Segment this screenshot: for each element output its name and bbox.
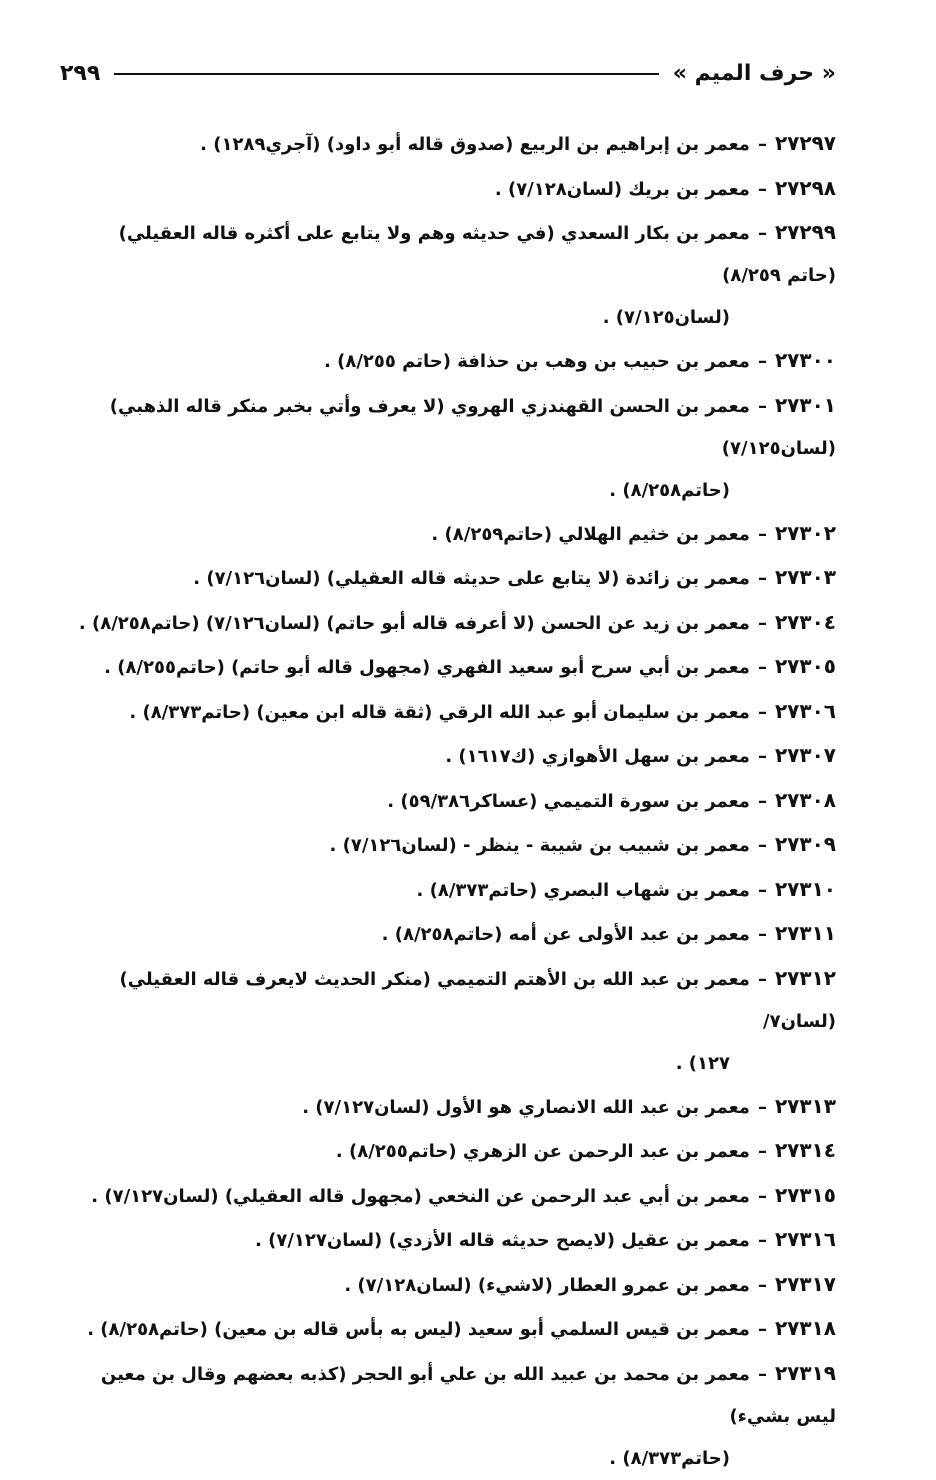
entry-number: ٢٧٣١٢ (774, 965, 836, 990)
entry-dash: – (757, 568, 767, 589)
entry (66, 339, 836, 384)
entry-list (66, 122, 836, 1480)
entry-number: ٢٧٣١٥ (774, 1182, 836, 1207)
entry-dash: – (757, 1096, 767, 1118)
entry-number: ٢٧٣١٦ (774, 1227, 836, 1251)
entry-number: ٢٧٣٠١ (774, 392, 836, 417)
entry (66, 384, 836, 512)
entry-number: ٢٧٣٠٠ (774, 348, 836, 372)
entry-number: ٢٧٢٩٩ (774, 220, 836, 244)
entry (66, 734, 836, 779)
entry-text: معمر بن زائدة (لا يتابع على حديثه قاله العقيلي) (لسان٧/١٢٦) . (193, 568, 750, 589)
entry-dash: – (757, 835, 767, 856)
entry-text: معمر بن إبراهيم بن الربيع (صدوق قاله أبو داود) (آجري١٢٨٩) . (200, 134, 750, 155)
entry-dash: – (757, 1319, 767, 1340)
entry (66, 1263, 836, 1308)
entry-dash: – (757, 223, 767, 244)
entry-text: معمر بن بكار السعدي (في حديثه وهم ولا يتابع على أكثره قاله العقيلي) (حاتم ٨/٢٥٩) (118, 223, 836, 286)
entry-dash: – (757, 701, 767, 723)
entry-number: ٢٧٣١٤ (774, 1138, 836, 1162)
entry-number: ٢٧٣٠٨ (774, 787, 836, 812)
entry-text: معمر بن خثيم الهلالي (حاتم٨/٢٥٩) . (431, 523, 750, 545)
entry-text: معمر بن عبد الرحمن عن الزهري (حاتم٨/٢٥٥) . (335, 1141, 750, 1162)
entry (66, 823, 836, 868)
page-number: ٢٩٩ (60, 61, 101, 86)
entry-continuation: (حاتم٨/٢٥٨) . (609, 479, 730, 501)
entry (66, 601, 836, 646)
entry-number: ٢٧٣٠٣ (774, 565, 836, 589)
entry-text: معمر بن سهل الأهوازي (ك١٦١٧) . (445, 746, 750, 767)
running-header (60, 56, 836, 92)
entry-text: معمر بن حبيب بن وهب بن حذافة (حاتم ٨/٢٥٥) . (323, 351, 750, 372)
entry-number: ٢٧٢٩٧ (774, 131, 836, 155)
entry (66, 779, 836, 824)
entry-number: ٢٧٣١٩ (774, 1360, 836, 1385)
entry-dash: – (757, 178, 767, 200)
entry-text: معمر بن محمد بن عبيد الله بن علي أبو الحجر (كذبه بعضهم وقال بن معين ليس بشيء) (100, 1363, 836, 1427)
entry-dash: – (757, 1274, 767, 1296)
entry (66, 868, 836, 913)
entry (66, 1085, 836, 1130)
entry-number: ٢٧٣١٨ (774, 1316, 836, 1340)
entry (66, 556, 836, 601)
entry-text: معمر بن عمرو العطار (لاشيء) (لسان٧/١٢٨) . (344, 1274, 750, 1296)
entry (66, 690, 836, 735)
entry-number: ٢٧٣٠٢ (774, 520, 836, 545)
entry-number: ٢٧٣١٣ (774, 1093, 836, 1118)
entry-text: معمر بن سليمان أبو عبد الله الرقي (ثقة قاله ابن معين) (حاتم٨/٣٧٣) . (129, 701, 750, 723)
entry-number: ٢٧٣٠٦ (774, 698, 836, 723)
entry-dash: – (757, 924, 767, 945)
entry-number: ٢٧٣٠٩ (774, 832, 836, 856)
entry-text: معمر بن بريك (لسان٧/١٢٨) . (494, 178, 750, 200)
entry-dash: – (757, 1363, 767, 1385)
entry (66, 1129, 836, 1174)
entry-text: معمر بن سورة التميمي (عساكر٥٩/٣٨٦) . (387, 790, 750, 812)
entry (66, 1218, 836, 1263)
entry-dash: – (757, 657, 767, 678)
entry-text: معمر بن زيد عن الحسن (لا أعرفه قاله أبو حاتم) (لسان٧/١٢٦) (حاتم٨/٢٥٨) . (78, 612, 750, 634)
entry-dash: – (757, 351, 767, 372)
entry-text: معمر بن شبيب بن شيبة - ينظر - (لسان٧/١٢٦) . (329, 835, 750, 856)
entry (66, 912, 836, 957)
entry (66, 167, 836, 212)
entry-text: معمر بن عبد الله بن الأهتم التميمي (منكر الحديث لايعرف قاله العقيلي) (لسان٧/ (119, 968, 836, 1032)
entry-text: معمر بن عقيل (لايصح حديثه قاله الأزدي) (لسان٧/١٢٧) . (254, 1230, 750, 1251)
entry-text: معمر بن الحسن القهندزي الهروي (لا يعرف وأتي بخبر منكر قاله الذهبي) (لسان٧/١٢٥) (109, 395, 836, 459)
entry-text: معمر بن أبي سرح أبو سعيد الفهري (مجهول قاله أبو حاتم) (حاتم٨/٢٥٥) . (104, 657, 750, 678)
header-rule (114, 73, 658, 75)
entry-continuation: (حاتم٨/٣٧٣) . (609, 1447, 730, 1469)
entry (66, 211, 836, 339)
entry-dash: – (757, 1230, 767, 1251)
entry-text: معمر بن أبي عبد الرحمن عن النخعي (مجهول قاله العقيلي) (لسان٧/١٢٧) . (91, 1185, 750, 1207)
entry-number: ٢٧٣٠٧ (774, 743, 836, 767)
entry-text: معمر بن عبد الأولى عن أمه (حاتم٨/٢٥٨) . (381, 924, 750, 945)
entry-text: معمر بن قيس السلمي أبو سعيد (ليس به بأس قاله بن معين) (حاتم٨/٢٥٨) . (87, 1319, 750, 1340)
entry-dash: – (757, 879, 767, 901)
entry (66, 1352, 836, 1480)
entry-text: معمر بن عبد الله الانصاري هو الأول (لسان٧/١٢٧) . (302, 1096, 750, 1118)
entry-number: ٢٧٣١٧ (774, 1271, 836, 1296)
entry-dash: – (757, 790, 767, 812)
entry-dash: – (757, 1141, 767, 1162)
entry-dash: – (757, 134, 767, 155)
entry-dash: – (757, 746, 767, 767)
entry (66, 957, 836, 1085)
entry (66, 512, 836, 557)
entry (66, 122, 836, 167)
entry (66, 645, 836, 690)
entry-dash: – (757, 612, 767, 634)
entry (66, 1307, 836, 1352)
entry-number: ٢٧٣١٠ (774, 876, 836, 901)
entry-dash: – (757, 1185, 767, 1207)
entry-text: معمر بن شهاب البصري (حاتم٨/٣٧٣) . (416, 879, 750, 901)
entry-number: ٢٧٢٩٨ (774, 175, 836, 200)
entry-continuation: ١٢٧) . (675, 1052, 730, 1074)
entry-dash: – (757, 395, 767, 417)
entry (66, 1174, 836, 1219)
entry-continuation: (لسان٧/١٢٥) . (602, 307, 730, 328)
entry-number: ٢٧٣٠٤ (774, 609, 836, 634)
header-title: « حرف الميم » (672, 61, 836, 86)
entry-dash: – (757, 968, 767, 990)
entry-number: ٢٧٣٠٥ (774, 654, 836, 678)
entry-dash: – (757, 523, 767, 545)
entry-number: ٢٧٣١١ (774, 921, 836, 945)
